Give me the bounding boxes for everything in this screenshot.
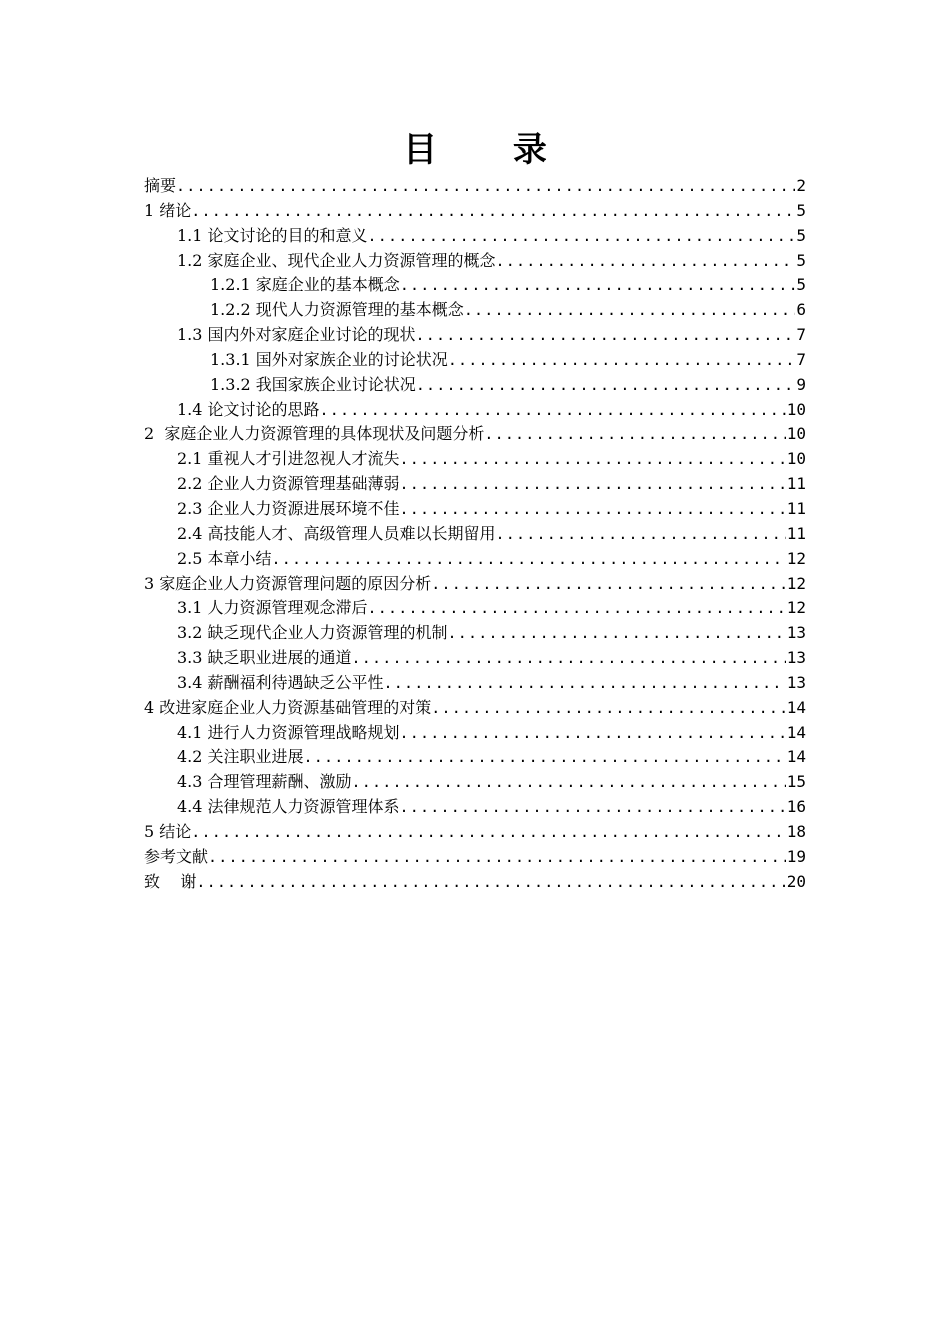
toc-entry-title: 2.3 企业人力资源进展环境不佳 bbox=[177, 498, 400, 518]
toc-entry-title: 1.1 论文讨论的目的和意义 bbox=[177, 225, 368, 245]
toc-entry[interactable] bbox=[144, 249, 806, 274]
toc-dot-leader bbox=[191, 199, 795, 224]
toc-page-number: 11 bbox=[786, 474, 806, 494]
toc-dot-leader bbox=[416, 373, 796, 398]
toc-dot-leader bbox=[431, 696, 785, 721]
toc-page-number: 10 bbox=[786, 424, 806, 444]
toc-page-number: 13 bbox=[786, 672, 806, 692]
toc-dot-leader bbox=[448, 348, 796, 373]
toc-entry-title: 1.4 论文讨论的思路 bbox=[177, 399, 320, 419]
toc-dot-leader bbox=[400, 721, 786, 746]
toc-entry[interactable] bbox=[144, 745, 806, 770]
toc-entry-title: 3 家庭企业人力资源管理问题的原因分析 bbox=[144, 573, 432, 593]
toc-dot-leader bbox=[196, 870, 785, 895]
toc-page-number: 7 bbox=[796, 325, 806, 345]
toc-entry[interactable] bbox=[144, 174, 806, 199]
toc-entry-title: 3.1 人力资源管理观念滞后 bbox=[177, 598, 368, 618]
toc-dot-leader bbox=[191, 820, 785, 845]
toc-entry-title: 4 改进家庭企业人力资源基础管理的对策 bbox=[144, 697, 432, 717]
toc-dot-leader bbox=[496, 522, 786, 547]
toc-page-number: 6 bbox=[796, 300, 806, 320]
toc-entry-title: 致 谢 bbox=[144, 871, 197, 891]
toc-entry[interactable] bbox=[144, 845, 806, 870]
toc-entry[interactable] bbox=[144, 596, 806, 621]
toc-dot-leader bbox=[484, 422, 785, 447]
toc-page-number: 14 bbox=[786, 722, 806, 742]
toc-page-number: 11 bbox=[786, 523, 806, 543]
toc-dot-leader bbox=[368, 596, 786, 621]
toc-dot-leader bbox=[448, 621, 786, 646]
toc-dot-leader bbox=[320, 398, 786, 423]
toc-dot-leader bbox=[416, 323, 796, 348]
toc-dot-leader bbox=[352, 770, 786, 795]
toc-entry[interactable] bbox=[144, 671, 806, 696]
toc-entry-title: 2 家庭企业人力资源管理的具体现状及问题分析 bbox=[144, 424, 485, 444]
toc-entry[interactable] bbox=[144, 472, 806, 497]
toc-page-number: 2 bbox=[796, 176, 806, 195]
toc-dot-leader bbox=[496, 249, 796, 274]
toc-page-number: 5 bbox=[796, 225, 806, 245]
toc-page-number: 18 bbox=[786, 821, 806, 841]
toc-entry-title: 1.2 家庭企业、现代企业人力资源管理的概念 bbox=[177, 250, 496, 270]
toc-entry-title: 1.2.1 家庭企业的基本概念 bbox=[210, 275, 400, 295]
toc-entry-title: 1 绪论 bbox=[144, 200, 192, 220]
toc-entry-title: 3.4 薪酬福利待遇缺乏公平性 bbox=[177, 672, 384, 692]
toc-page-number: 12 bbox=[786, 598, 806, 618]
toc-entry[interactable] bbox=[144, 770, 806, 795]
toc-entry[interactable] bbox=[144, 696, 806, 721]
toc-dot-leader bbox=[176, 174, 795, 199]
toc-dot-leader bbox=[368, 224, 796, 249]
table-of-contents bbox=[144, 174, 806, 894]
toc-dot-leader bbox=[400, 472, 786, 497]
toc-dot-leader bbox=[400, 273, 796, 298]
toc-entry[interactable] bbox=[144, 522, 806, 547]
toc-entry[interactable] bbox=[144, 547, 806, 572]
toc-entry[interactable] bbox=[144, 721, 806, 746]
toc-entry-title: 摘要 bbox=[144, 176, 177, 195]
toc-entry[interactable] bbox=[144, 621, 806, 646]
toc-page-number: 11 bbox=[786, 498, 806, 518]
toc-page-number: 5 bbox=[796, 275, 806, 295]
toc-entry[interactable] bbox=[144, 497, 806, 522]
toc-page-number: 12 bbox=[786, 548, 806, 568]
toc-entry[interactable] bbox=[144, 422, 806, 447]
toc-entry-title: 1.2.2 现代人力资源管理的基本概念 bbox=[210, 300, 464, 320]
toc-entry-title: 2.1 重视人才引进忽视人才流失 bbox=[177, 449, 400, 469]
toc-entry-title: 4.2 关注职业进展 bbox=[177, 747, 304, 767]
toc-entry[interactable] bbox=[144, 199, 806, 224]
toc-entry-title: 参考文献 bbox=[144, 846, 209, 866]
toc-entry[interactable] bbox=[144, 348, 806, 373]
toc-page-number: 14 bbox=[786, 697, 806, 717]
toc-dot-leader bbox=[208, 845, 786, 870]
toc-page-number: 15 bbox=[786, 772, 806, 792]
toc-entry-title: 4.4 法律规范人力资源管理体系 bbox=[177, 797, 400, 817]
toc-entry[interactable] bbox=[144, 373, 806, 398]
toc-page-number: 7 bbox=[796, 349, 806, 369]
toc-dot-leader bbox=[400, 497, 786, 522]
toc-entry-title: 2.4 高技能人才、高级管理人员难以长期留用 bbox=[177, 523, 496, 543]
toc-page-number: 20 bbox=[786, 871, 806, 891]
toc-entry-title: 2.5 本章小结 bbox=[177, 548, 272, 568]
toc-dot-leader bbox=[400, 795, 786, 820]
toc-entry-title: 5 结论 bbox=[144, 821, 192, 841]
toc-dot-leader bbox=[400, 447, 786, 472]
toc-entry[interactable] bbox=[144, 224, 806, 249]
toc-entry-title: 4.1 进行人力资源管理战略规划 bbox=[177, 722, 400, 742]
toc-entry[interactable] bbox=[144, 820, 806, 845]
toc-dot-leader bbox=[431, 572, 785, 597]
toc-entry[interactable] bbox=[144, 298, 806, 323]
toc-dot-leader bbox=[384, 671, 786, 696]
toc-entry-title: 3.3 缺乏职业进展的通道 bbox=[177, 648, 352, 668]
toc-entry-title: 4.3 合理管理薪酬、激励 bbox=[177, 772, 352, 792]
page-title: 目 录 bbox=[403, 130, 579, 170]
toc-dot-leader bbox=[352, 646, 786, 671]
toc-page-number: 16 bbox=[786, 797, 806, 817]
toc-entry[interactable] bbox=[144, 795, 806, 820]
toc-entry[interactable] bbox=[144, 398, 806, 423]
toc-entry-title: 1.3.1 国外对家族企业的讨论状况 bbox=[210, 349, 448, 369]
toc-entry-title: 3.2 缺乏现代企业人力资源管理的机制 bbox=[177, 623, 448, 643]
toc-entry[interactable] bbox=[144, 323, 806, 348]
toc-page-number: 10 bbox=[786, 449, 806, 469]
toc-page-number: 13 bbox=[786, 648, 806, 668]
toc-entry[interactable] bbox=[144, 273, 806, 298]
toc-entry[interactable] bbox=[144, 447, 806, 472]
toc-entry[interactable] bbox=[144, 572, 806, 597]
toc-entry[interactable] bbox=[144, 646, 806, 671]
toc-dot-leader bbox=[464, 298, 796, 323]
toc-dot-leader bbox=[272, 547, 786, 572]
toc-page-number: 14 bbox=[786, 747, 806, 767]
toc-entry[interactable] bbox=[144, 870, 806, 895]
toc-page-number: 10 bbox=[786, 399, 806, 419]
toc-page-number: 19 bbox=[786, 846, 806, 866]
toc-dot-leader bbox=[304, 745, 786, 770]
toc-page-number: 13 bbox=[786, 623, 806, 643]
toc-entry-title: 1.3.2 我国家族企业讨论状况 bbox=[210, 374, 416, 394]
toc-page-number: 12 bbox=[786, 573, 806, 593]
toc-page-number: 5 bbox=[796, 200, 806, 220]
toc-page-number: 9 bbox=[796, 374, 806, 394]
toc-entry-title: 1.3 国内外对家庭企业讨论的现状 bbox=[177, 325, 416, 345]
toc-entry-title: 2.2 企业人力资源管理基础薄弱 bbox=[177, 474, 400, 494]
toc-page-number: 5 bbox=[796, 250, 806, 270]
